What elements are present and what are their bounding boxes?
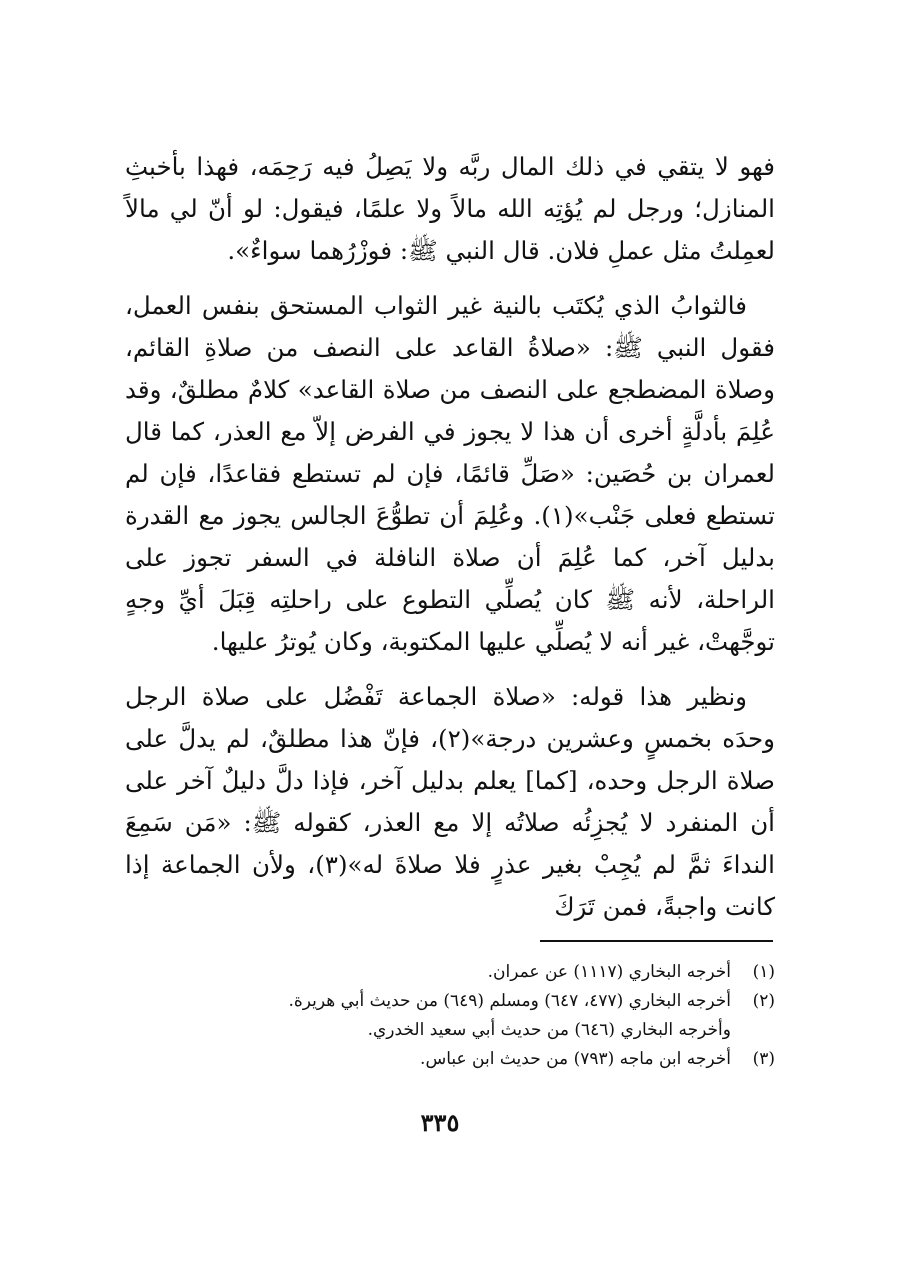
footnote-text	[305, 1045, 731, 1074]
footnote-3	[305, 1045, 775, 1074]
footnote-text	[305, 958, 731, 987]
footnote-text	[288, 987, 731, 1045]
footnote-separator	[540, 940, 773, 942]
paragraph-2: فالثوابُ الذي يُكتَب بالنية غير الثواب المستحق بنفس العمل، فقول النبي ﷺ: «صلاةُ القاعد على النصف من صلاةِ القائم، وصلاة المضطجع على النصف من صلاة القاعد» كلامٌ مطلقٌ، وقد عُلِمَ بأدلَّةٍ أخرى أن هذا لا يجوز في الفرض إلاّ مع العذر، كما قال لعمران بن حُصَين: «صَلِّ قائمًا، فإن لم تستطع فقاعدًا، فإن لم تستطع فعلى جَنْب»(١). وعُلِمَ أن تطوُّعَ الجالس يجوز مع القدرة بدليل آخر، كما عُلِمَ أن صلاة النافلة في السفر تجوز على الراحلة، لأنه ﷺ كان يُصلِّي التطوع على راحلتِه قِبَلَ أيِّ وجهٍ توجَّهتْ، غير أنه لا يُصلِّي عليها المكتوبة، وكان يُوترُ عليها.	[125, 291, 775, 656]
footnote-line: أخرجه ابن ماجه (٧٩٣) من حديث ابن عباس.	[420, 1049, 731, 1069]
footnote-line: وأخرجه البخاري (٦٤٦) من حديث أبي سعيد الخدري.	[367, 1020, 731, 1040]
footnote-number: (١)	[752, 962, 775, 982]
page-number: ٣٣٥	[420, 1108, 460, 1137]
main-text	[125, 146, 775, 928]
footnote-1	[305, 958, 775, 987]
footnotes	[288, 958, 775, 1074]
footnote-number: (٢)	[752, 991, 775, 1011]
paragraph-3: ونظير هذا قوله: «صلاة الجماعة تَفْضُل على صلاة الرجل وحدَه بخمسٍ وعشرين درجة»(٢)، فإنّ هذا مطلقٌ، لم يدلَّ على صلاة الرجل وحده، [كما] يعلم بدليل آخر، فإذا دلَّ دليلٌ آخر على أن المنفرد لا يُجزِئُه صلاتُه إلا مع العذر، كقوله ﷺ: «مَن سَمِعَ النداءَ ثمَّ لم يُجِبْ بغير عذرٍ فلا صلاةَ له»(٣)، ولأن الجماعة إذا كانت واجبةً، فمن تَرَكَ	[125, 682, 775, 921]
footnote-line: أخرجه البخاري (١١١٧) عن عمران.	[487, 962, 731, 982]
footnote-line: أخرجه البخاري (٤٧٧، ٦٤٧) ومسلم (٦٤٩) من حديث أبي هريرة.	[288, 991, 731, 1011]
paragraph-1: فهو لا يتقي في ذلك المال ربَّه ولا يَصِلُ فيه رَحِمَه، فهذا بأخبثِ المنازل؛ ورجل لم يُؤتِه الله مالاً ولا علمًا، فيقول: لو أنّ لي مالاً لعمِلتُ مثل عملِ فلان. قال النبي ﷺ: فوزْرُهما سواءٌ».	[125, 152, 775, 265]
footnote-number: (٣)	[752, 1049, 775, 1069]
footnote-2	[288, 987, 775, 1045]
